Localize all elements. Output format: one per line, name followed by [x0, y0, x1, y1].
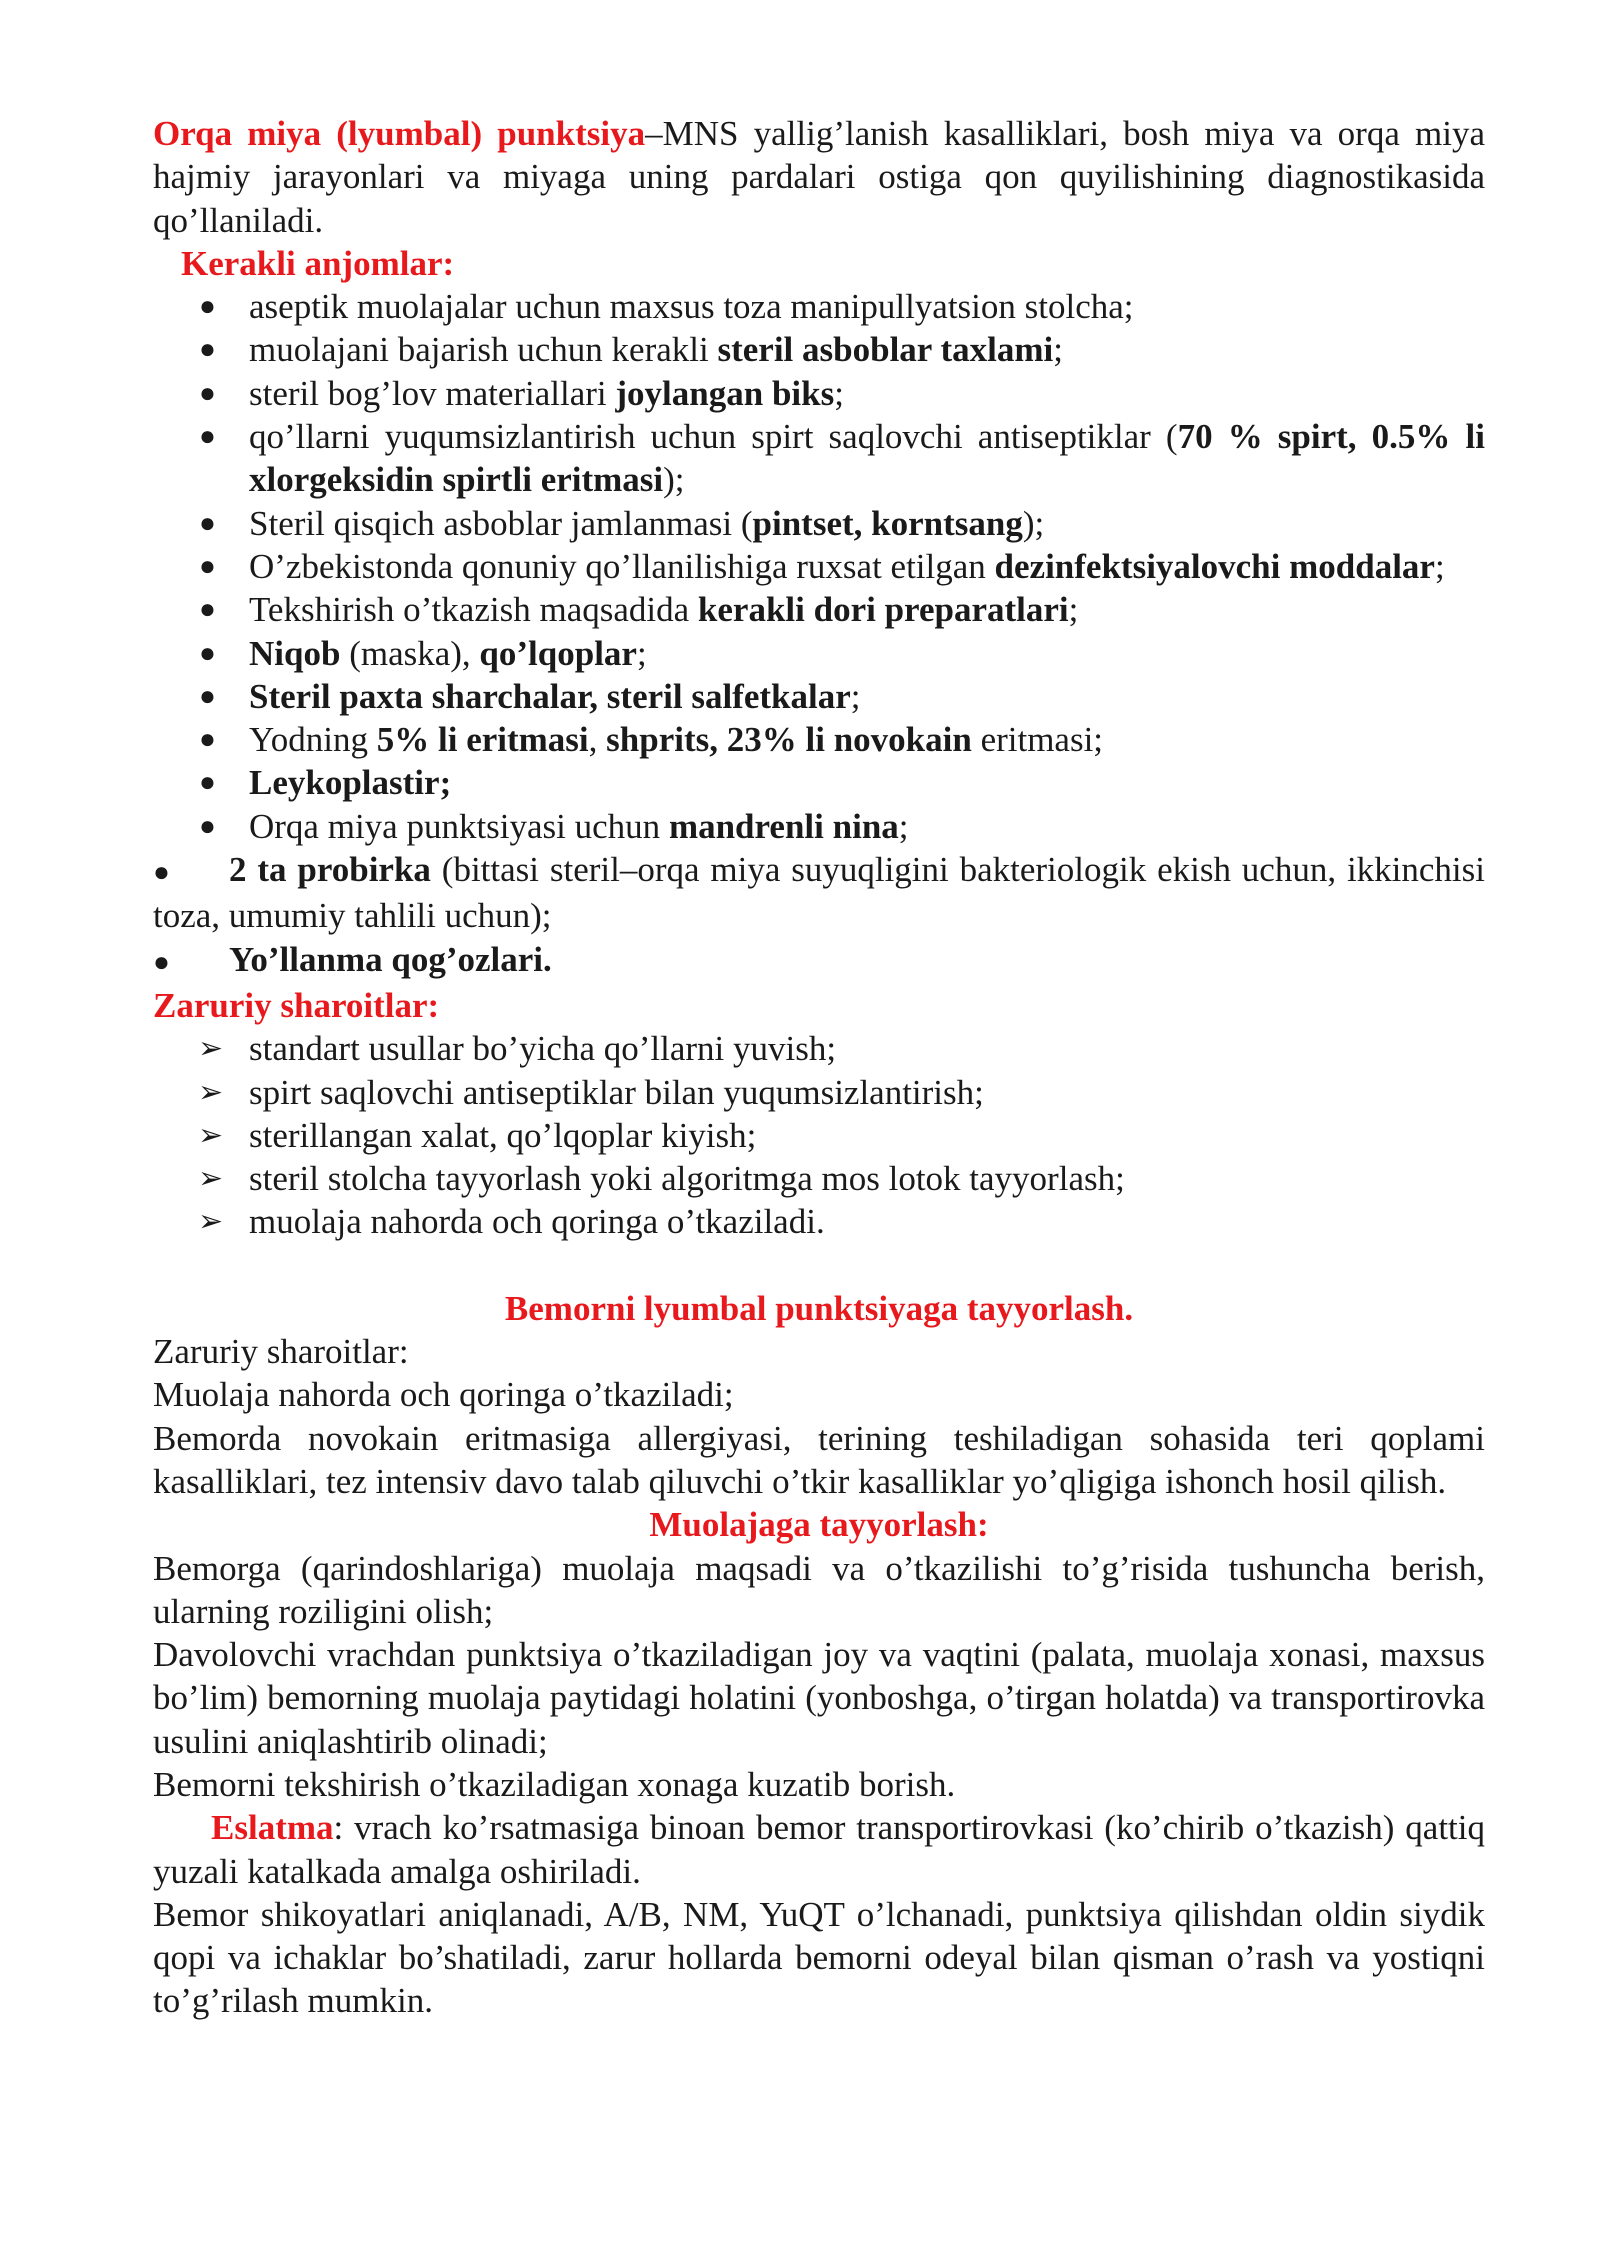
bullet-icon: ●	[199, 810, 216, 842]
item-text: (bittasi steril–orqa miya suyuqligini bakteriologik ekish uchun, ikkinchisi toza, umumiy tahlili uchun);	[153, 850, 1486, 936]
arrow-bullet-icon: ➢	[198, 1075, 224, 1109]
item-text: muolaja nahorda och qoringa o’tkaziladi.	[249, 1202, 825, 1242]
bullet-icon: ●	[199, 550, 216, 582]
item-text: Orqa miya punktsiyasi uchun	[249, 806, 669, 846]
intro-text: –MNS yallig’lanish kasalliklari, bosh miya va orqa miya hajmiy jarayonlari va miyaga uning pardalari ostiga qon quyilishining diagnostikasida qo’llaniladi.	[153, 114, 1485, 240]
list-item-forms	[153, 938, 1485, 984]
paragraph: Zaruriy sharoitlar:	[153, 1332, 409, 1372]
paragraph: Bemorda novokain eritmasiga allergiyasi, terining teshiladigan sohasida teri qoplami kasalliklari, tez intensiv davo talab qiluvchi o’tkir kasalliklar yo’qligiga ishonch hosil qilish.	[153, 1418, 1485, 1501]
item-post: eritmasi;	[971, 720, 1104, 760]
arrow-bullet-icon: ➢	[198, 1032, 224, 1066]
bullet-icon: ●	[199, 724, 216, 756]
list-item	[153, 285, 1485, 328]
item-bold: 5% li eritmasi	[376, 720, 589, 760]
item-bold: pintset, korntsang	[752, 503, 1023, 543]
list-item	[153, 1071, 1485, 1114]
equipment-heading	[153, 242, 1485, 285]
document-page	[153, 112, 1485, 2023]
list-item	[153, 372, 1485, 415]
paragraph: Bemorni tekshirish o’tkaziladigan xonaga kuzatib borish.	[153, 1764, 956, 1804]
item-text: aseptik muolajalar uchun maxsus toza manipullyatsion stolcha;	[249, 287, 1134, 327]
bullet-icon: ●	[153, 946, 170, 978]
item-text: muolajani bajarish uchun kerakli	[249, 330, 718, 370]
item-bold: 70 % spirt, 0.5% li xlorgeksidin spirtli eritmasi	[249, 417, 1485, 500]
list-item	[153, 588, 1485, 631]
paragraph: Bemorga (qarindoshlariga) muolaja maqsadi va o’tkazilishi to’g’risida tushuncha berish, ularning roziligini olish;	[153, 1548, 1485, 1631]
conditions-list	[153, 1027, 1485, 1243]
item-post: ;	[636, 633, 647, 673]
paragraph: Davolovchi vrachdan punktsiya o’tkaziladigan joy va vaqtini (palata, muolaja xonasi, maxsus bo’lim) bemorning muolaja paytidagi holatini (yonboshga, o’tirgan holatda) va transportirovka usulini aniqlashtirib olinadi;	[153, 1635, 1485, 1761]
item-text: spirt saqlovchi antiseptiklar bilan yuqumsizlantirish;	[249, 1072, 984, 1112]
item-bold: Leykoplastir;	[249, 763, 452, 803]
bullet-icon: ●	[199, 680, 216, 712]
list-item-iodine	[153, 718, 1485, 761]
list-item-tubes	[153, 848, 1485, 938]
item-post: ;	[1434, 546, 1445, 586]
note-label: Eslatma	[211, 1808, 334, 1848]
arrow-bullet-icon: ➢	[198, 1162, 224, 1196]
conditions-heading	[153, 984, 1485, 1027]
item-bold: joylangan biks	[615, 373, 835, 413]
item-post: ;	[850, 676, 861, 716]
list-item-plaster	[153, 761, 1485, 804]
list-item-cotton	[153, 675, 1485, 718]
intro-paragraph	[153, 112, 1485, 242]
blank-line	[153, 1244, 1485, 1287]
bullet-icon: ●	[199, 377, 216, 409]
list-item-mask	[153, 632, 1485, 675]
item-bold: Niqob	[249, 633, 341, 673]
list-item	[153, 1114, 1485, 1157]
list-item	[153, 545, 1485, 588]
item-text: steril stolcha tayyorlash yoki algoritmga mos lotok tayyorlash;	[249, 1159, 1125, 1199]
list-item	[153, 1157, 1485, 1200]
item-text: steril bog’lov materiallari	[249, 373, 616, 413]
item-text: Yodning	[249, 720, 377, 760]
item-bold: dezinfektsiyalovchi moddalar	[994, 546, 1435, 586]
item-bold: 2 ta probirka	[229, 850, 431, 890]
item-post: ;	[898, 806, 909, 846]
arrow-bullet-icon: ➢	[198, 1118, 224, 1152]
note-paragraph	[153, 1806, 1485, 1893]
item-text: ,	[588, 720, 607, 760]
patient-prep-heading	[153, 1287, 1485, 1330]
item-post: );	[663, 460, 685, 500]
item-text: Steril qisqich asboblar jamlanmasi (	[249, 503, 753, 543]
bullet-icon: ●	[199, 637, 216, 669]
intro-term: Orqa miya (lyumbal) punktsiya	[153, 114, 646, 153]
bullet-icon: ●	[199, 334, 216, 366]
list-item	[153, 1200, 1485, 1243]
item-bold: Steril paxta sharchalar, steril salfetkalar	[249, 676, 851, 716]
item-bold: kerakli dori preparatlari	[697, 590, 1069, 630]
conditions-heading-text: Zaruriy sharoitlar:	[153, 985, 440, 1025]
bullet-icon: ●	[199, 421, 216, 453]
item-bold: Yo’llanma qog’ozlari.	[229, 939, 552, 979]
list-item-needle	[153, 805, 1485, 848]
item-text: O’zbekistonda qonuniy qo’llanilishiga ruxsat etilgan	[249, 546, 995, 586]
item-text: qo’llarni yuqumsizlantirish uchun spirt saqlovchi antiseptiklar (	[249, 417, 1178, 457]
patient-prep-heading-text: Bemorni lyumbal punktsiyaga tayyorlash.	[504, 1288, 1134, 1328]
item-text: sterillangan xalat, qo’lqoplar kiyish;	[249, 1115, 757, 1155]
bullet-icon: ●	[153, 857, 170, 889]
final-paragraph: Bemor shikoyatlari aniqlanadi, A/B, NM, YuQT o’lchanadi, punktsiya qilishdan oldin siydik qopi va ichaklar bo’shatiladi, zarur hollarda bemorni odeyal bilan qisman o’rash va yostiqni to’g’rilash mumkin.	[153, 1894, 1485, 2021]
item-post: ;	[1053, 330, 1063, 370]
item-bold: shprits, 23% li novokain	[606, 720, 972, 760]
note-text: : vrach ko’rsatmasiga binoan bemor transportirovkasi (ko’chirib o’tkazish) qattiq yuzali katalkada amalga oshiriladi.	[153, 1808, 1485, 1891]
equipment-heading-text: Kerakli anjomlar:	[181, 243, 455, 283]
item-text: standart usullar bo’yicha qo’llarni yuvish;	[249, 1029, 837, 1069]
bullet-icon: ●	[199, 767, 216, 799]
list-item	[153, 415, 1485, 502]
arrow-bullet-icon: ➢	[198, 1205, 224, 1239]
item-bold: mandrenli nina	[668, 806, 899, 846]
procedure-prep-heading	[153, 1503, 1485, 1546]
item-post: );	[1022, 503, 1045, 543]
list-item	[153, 328, 1485, 371]
item-post: ;	[834, 373, 844, 413]
list-item	[153, 1027, 1485, 1070]
list-item	[153, 502, 1485, 545]
equipment-list	[153, 285, 1485, 848]
bullet-icon: ●	[199, 507, 216, 539]
item-bold: qo’lqoplar	[479, 633, 637, 673]
item-bold: steril asboblar taxlami	[717, 330, 1054, 370]
bullet-icon: ●	[199, 291, 216, 323]
procedure-prep-heading-text: Muolajaga tayyorlash:	[649, 1505, 989, 1545]
item-text: Tekshirish o’tkazish maqsadida	[249, 590, 698, 630]
item-text: (maska),	[340, 633, 480, 673]
item-post: ;	[1068, 590, 1079, 630]
bullet-icon: ●	[199, 594, 216, 626]
paragraph: Muolaja nahorda och qoringa o’tkaziladi;	[153, 1375, 734, 1415]
